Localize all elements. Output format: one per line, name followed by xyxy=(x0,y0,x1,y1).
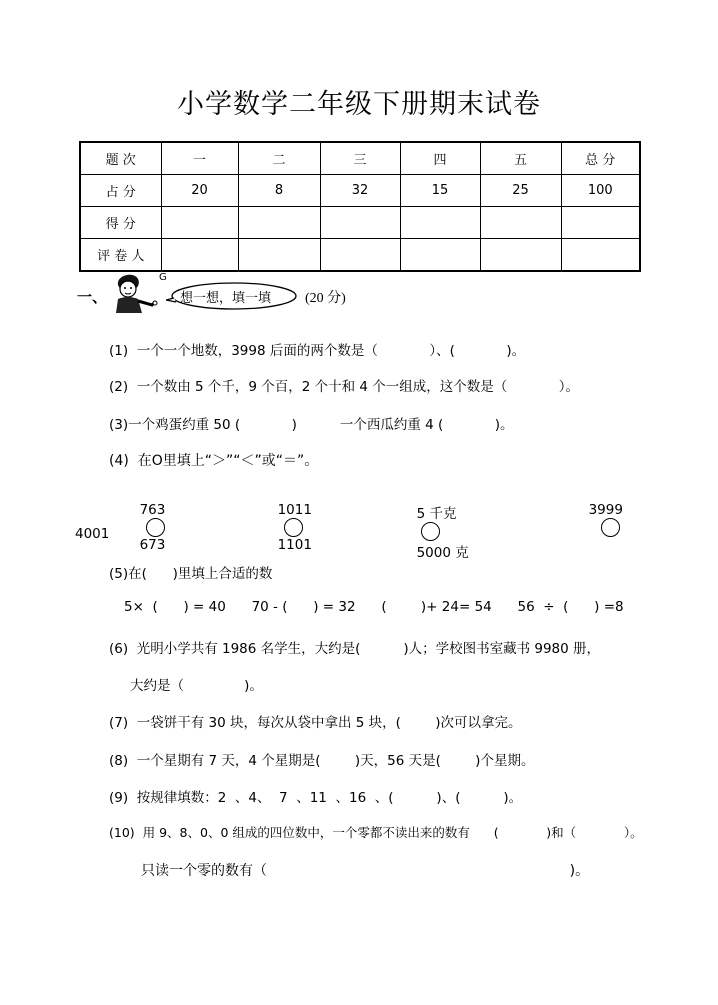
score-entry-cell[interactable] xyxy=(400,207,480,239)
question-5-equations: 5× ( ) = 40 70 - ( ) = 32 ( )+ 24= 54 56 ÷ ( ) =8 xyxy=(124,599,624,615)
compare-item-b xyxy=(269,486,312,553)
speech-bubble xyxy=(166,280,300,310)
table-cell: 32 xyxy=(320,175,400,207)
section-number: 一、 xyxy=(77,288,108,306)
table-cell: 占 分 xyxy=(80,175,161,207)
table-cell: 题 次 xyxy=(80,142,161,175)
section-points: (20 分) xyxy=(305,291,346,306)
compare-left: 763 xyxy=(139,502,166,518)
compare-left: 3999 xyxy=(588,502,623,518)
question-9: (9) 按规律填数：2 、4、 7 、11 、16 、( )、( )。 xyxy=(109,790,523,806)
table-cell: 20 xyxy=(161,175,238,207)
compare-item-c xyxy=(408,486,469,561)
table-cell: 五 xyxy=(480,142,561,175)
table-cell: 四 xyxy=(400,142,480,175)
compare-item-d xyxy=(580,486,623,537)
question-5: (5)在( )里填上合适的数 xyxy=(109,566,273,582)
compare-circle[interactable] xyxy=(421,522,440,541)
question-1: (1) 一个一个地数，3998 后面的两个数是（ ）、( )。 xyxy=(109,343,526,359)
grader-entry-cell[interactable] xyxy=(238,239,320,272)
table-cell: 100 xyxy=(561,175,640,207)
grader-entry-cell[interactable] xyxy=(480,239,561,272)
compare-left: 5 千克 xyxy=(416,506,457,522)
table-cell: 评 卷 人 xyxy=(80,239,161,272)
score-table-header-row xyxy=(80,142,640,175)
compare-item-a xyxy=(131,486,171,553)
table-cell: 15 xyxy=(400,175,480,207)
compare-right: 1101 xyxy=(277,537,312,553)
question-6-continued: 大约是（ )。 xyxy=(130,678,263,694)
score-table xyxy=(79,141,641,272)
question-2: (2) 一个数由 5 个千，9 个百，2 个十和 4 个一组成，这个数是（ ）。 xyxy=(109,379,580,395)
compare-right: 673 xyxy=(139,537,166,553)
bubble-text: 想一想，填一填 xyxy=(180,291,272,306)
question-7: (7) 一袋饼干有 30 块，每次从袋中拿出 5 块，( )次可以拿完。 xyxy=(109,715,522,731)
table-cell: 8 xyxy=(238,175,320,207)
table-cell: 一 xyxy=(161,142,238,175)
score-table-grader-row xyxy=(80,239,640,272)
question-4: (4) 在O里填上“＞”“＜”或“＝”。 xyxy=(109,453,319,469)
grader-entry-cell[interactable] xyxy=(161,239,238,272)
question-6: (6) 光明小学共有 1986 名学生，大约是( )人；学校图书室藏书 9980 册， xyxy=(109,641,601,657)
question-8: (8) 一个星期有 7 天，4 个星期是( )天，56 天是( )个星期。 xyxy=(109,753,535,769)
table-cell: 25 xyxy=(480,175,561,207)
student-icon xyxy=(108,271,166,315)
compare-right: 5000 克 xyxy=(416,545,469,561)
score-entry-cell[interactable] xyxy=(480,207,561,239)
table-cell: 得 分 xyxy=(80,207,161,239)
score-table-points-row xyxy=(80,175,640,207)
compare-left: 1011 xyxy=(277,502,312,518)
table-cell: 总 分 xyxy=(561,142,640,175)
score-entry-cell[interactable] xyxy=(320,207,400,239)
compare-circle[interactable] xyxy=(146,518,165,537)
compare-circle[interactable] xyxy=(601,518,620,537)
score-entry-cell[interactable] xyxy=(161,207,238,239)
compare-right-wrapped: 4001 xyxy=(75,526,110,542)
grader-entry-cell[interactable] xyxy=(561,239,640,272)
score-entry-cell[interactable] xyxy=(561,207,640,239)
question-10-continued: 只读一个零的数有（ )。 xyxy=(141,863,590,879)
table-cell: 二 xyxy=(238,142,320,175)
question-10: (10) 用 9、8、0、0 组成的四位数中，一个零都不读出来的数有 ( )和（ ）。 xyxy=(109,825,643,840)
compare-circle[interactable] xyxy=(284,518,303,537)
score-entry-cell[interactable] xyxy=(238,207,320,239)
score-table-got-row xyxy=(80,207,640,239)
page-title: 小学数学二年级下册期末试卷 xyxy=(177,89,541,120)
question-3: (3)一个鸡蛋约重 50 ( ) 一个西瓜约重 4 ( )。 xyxy=(109,417,514,433)
g-mark: G xyxy=(159,272,167,283)
grader-entry-cell[interactable] xyxy=(320,239,400,272)
table-cell: 三 xyxy=(320,142,400,175)
grader-entry-cell[interactable] xyxy=(400,239,480,272)
